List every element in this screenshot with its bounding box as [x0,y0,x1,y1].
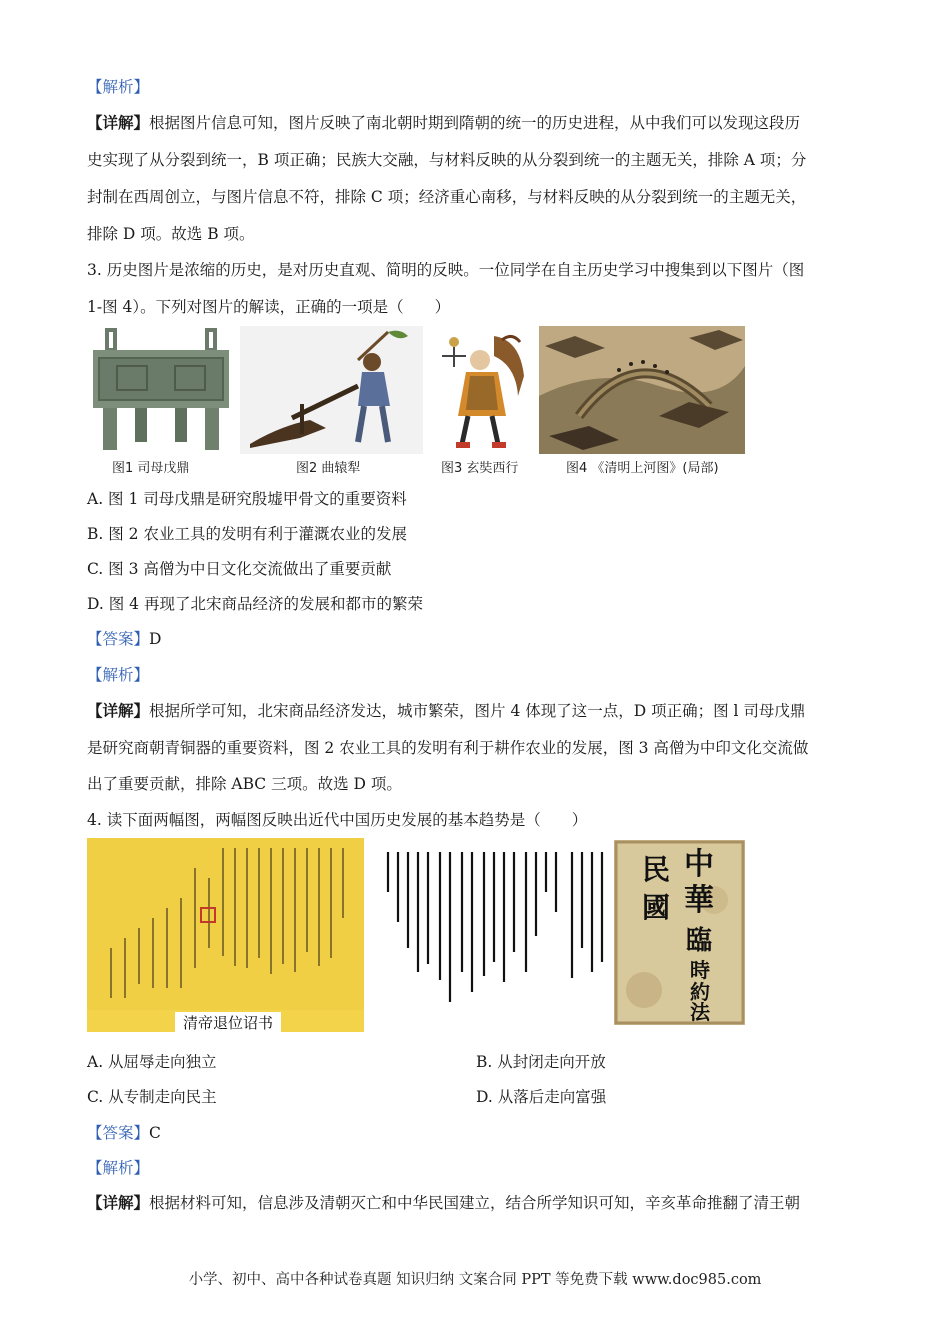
q4-detail-line-1: 【详解】根据材料可知，信息涉及清朝灭亡和中华民国建立，结合所学知识可知，辛亥革命推翻了清王朝 [87,1193,801,1212]
q3-stem-line-1: 3. 历史图片是浓缩的历史，是对历史直观、简明的反映。一位同学在自主历史学习中搜集到以下图片（图 [87,261,805,279]
q4-option-d: D. 从落后走向富强 [476,1088,607,1106]
cover-title-char-1: 中 [684,847,714,882]
cover-title-char-2: 華 [684,883,714,918]
abdication-edict-caption: 清帝退位诏书 [175,1012,281,1032]
q3-detail-tag: 【详解】 [87,701,150,720]
figure-4-qingming-image [539,326,745,454]
figure-3-caption: 图3 玄奘西行 [441,461,519,476]
figure-3-xuanzang-image [432,326,532,454]
q4-detail-tag: 【详解】 [87,1193,150,1212]
provisional-constitution-text-image [378,846,610,1018]
q2-detail-line-2: 史实现了从分裂到统一，B 项正确；民族大交融，与材料反映的从分裂到统一的主题无关，排除 A 项；分 [87,151,807,169]
q3-stem-line-2: 1-图 4）。下列对图片的解读，正确的一项是（ ） [87,298,451,316]
q3-analysis-tag: 【解析】 [87,666,150,684]
q2-detail-line-3: 封制在西周创立，与图片信息不符，排除 C 项；经济重心南移，与材料反映的从分裂到统一的主题无关， [87,188,807,206]
cover-title-char-8: 法 [690,1000,710,1024]
q4-analysis-tag: 【解析】 [87,1159,150,1177]
cover-title-char-5: 臨 [686,926,713,956]
q3-detail-line-2: 是研究商朝青铜器的重要资料，图 2 农业工具的发明有利于耕作农业的发展，图 3 高僧为中印文化交流做 [87,739,809,757]
q2-analysis-tag: 【解析】 [87,78,150,96]
q3-option-d: D. 图 4 再现了北宋商品经济的发展和都市的繁荣 [87,595,423,613]
cover-title-char-3: 民 [642,853,671,886]
q3-option-a: A. 图 1 司母戊鼎是研究殷墟甲骨文的重要资料 [87,490,407,508]
figure-2-plough-image [240,326,423,454]
figure-1-ding-image [87,326,235,454]
cover-title-char-6: 時 [690,958,710,982]
q4-option-b: B. 从封闭走向开放 [476,1053,606,1071]
figure-2-caption: 图2 曲辕犁 [296,461,361,476]
q3-option-c: C. 图 3 高僧为中日文化交流做出了重要贡献 [87,560,392,578]
page-footer: 小学、初中、高中各种试卷真题 知识归纳 文案合同 PPT 等免费下载 www.doc985.com [188,1272,762,1288]
q3-detail-line-1: 【详解】根据所学可知，北宋商品经济发达，城市繁荣，图片 4 体现了这一点，D 项正确；图 l 司母戊鼎 [87,701,806,720]
q4-answer: 【答案】C [87,1124,161,1142]
q3-detail-line-3: 出了重要贡献，排除 ABC 三项。故选 D 项。 [87,775,402,793]
q4-option-a: A. 从屈辱走向独立 [87,1053,217,1071]
q2-detail-line-1: 【详解】根据图片信息可知，图片反映了南北朝时期到隋朝的统一的历史进程，从中我们可以发现这段历 [87,113,801,132]
figure-1-caption: 图1 司母戊鼎 [112,461,190,476]
cover-title-char-7: 約 [690,980,710,1004]
q4-stem: 4. 读下面两幅图，两幅图反映出近代中国历史发展的基本趋势是（ ） [87,811,588,829]
q2-detail-line-4: 排除 D 项。故选 B 项。 [87,225,255,243]
q4-option-c: C. 从专制走向民主 [87,1088,217,1106]
figure-4-caption: 图4 《清明上河图》(局部) [566,461,719,476]
abdication-edict-image [87,838,364,1032]
q2-detail-tag: 【详解】 [87,113,150,132]
cover-title-char-4: 國 [642,891,671,924]
q3-option-b: B. 图 2 农业工具的发明有利于灌溉农业的发展 [87,525,407,543]
provisional-constitution-cover-image [614,840,745,1025]
q3-answer: 【答案】D [87,630,162,648]
